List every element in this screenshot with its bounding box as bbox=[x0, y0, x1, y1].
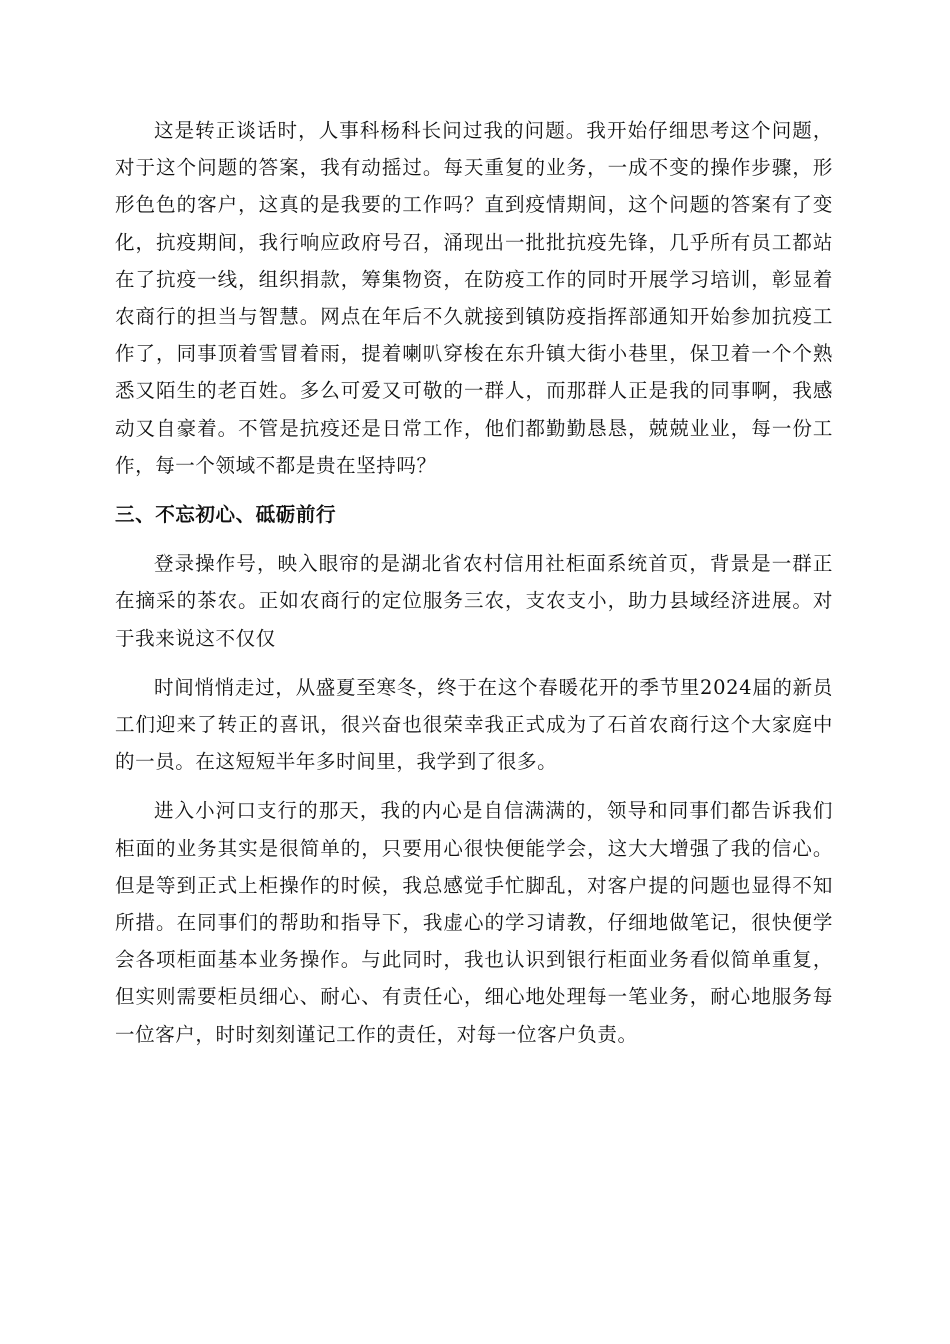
paragraph-anti-epidemic: 这是转正谈话时，人事科杨科长问过我的问题。我开始仔细思考这个问题，对于这个问题的答案，我有动摇过。每天重复的业务，一成不变的操作步骤，形形色色的客户，这真的是我要的工作吗？直到疫情期间，这个问题的答案有了变化，抗疫期间，我行响应政府号召，涌现出一批批抗疫先锋，几乎所有员工都站在了抗疫一线，组织捐款，筹集物资，在防疫工作的同时开展学习培训，彰显着农商行的担当与智慧。网点在年后不久就接到镇防疫指挥部通知开始参加抗疫工作了，同事顶着雪冒着雨，提着喇叭穿梭在东升镇大街小巷里，保卫着一个个熟悉又陌生的老百姓。多么可爱又可敬的一群人，而那群人正是我的同事啊，我感动又自豪着。不管是抗疫还是日常工作，他们都勤勤恳恳，兢兢业业，每一份工作，每一个领域不都是贵在坚持吗？ bbox=[115, 119, 833, 477]
document-body bbox=[115, 112, 833, 1065]
paragraph-login-system: 登录操作号，映入眼帘的是湖北省农村信用社柜面系统首页，背景是一群正在摘采的茶农。正如农商行的定位服务三农，支农支小，助力县域经济进展。对于我来说这不仅仅 bbox=[115, 552, 833, 650]
paragraph-regularization: 时间悄悄走过，从盛夏至寒冬，终于在这个春暖花开的季节里2024届的新员工们迎来了转正的喜讯，很兴奋也很荣幸我正式成为了石首农商行这个大家庭中的一员。在这短短半年多时间里，我学到了很多。 bbox=[115, 675, 833, 774]
paragraph-branch-experience: 进入小河口支行的那天，我的内心是自信满满的，领导和同事们都告诉我们柜面的业务其实是很简单的，只要用心很快便能学会，这大大增强了我的信心。但是等到正式上柜操作的时候，我总感觉手忙脚乱，对客户提的问题也显得不知所措。在同事们的帮助和指导下，我虚心的学习请教，仔细地做笔记，很快便学会各项柜面基本业务操作。与此同时，我也认识到银行柜面业务看似简单重复，但实则需要柜员细心、耐心、有责任心，细心地处理每一笔业务，耐心地服务每一位客户，时时刻刻谨记工作的责任，对每一位客户负责。 bbox=[115, 799, 833, 1046]
section-heading-3: 三、不忘初心、砥砺前行 bbox=[115, 503, 337, 527]
